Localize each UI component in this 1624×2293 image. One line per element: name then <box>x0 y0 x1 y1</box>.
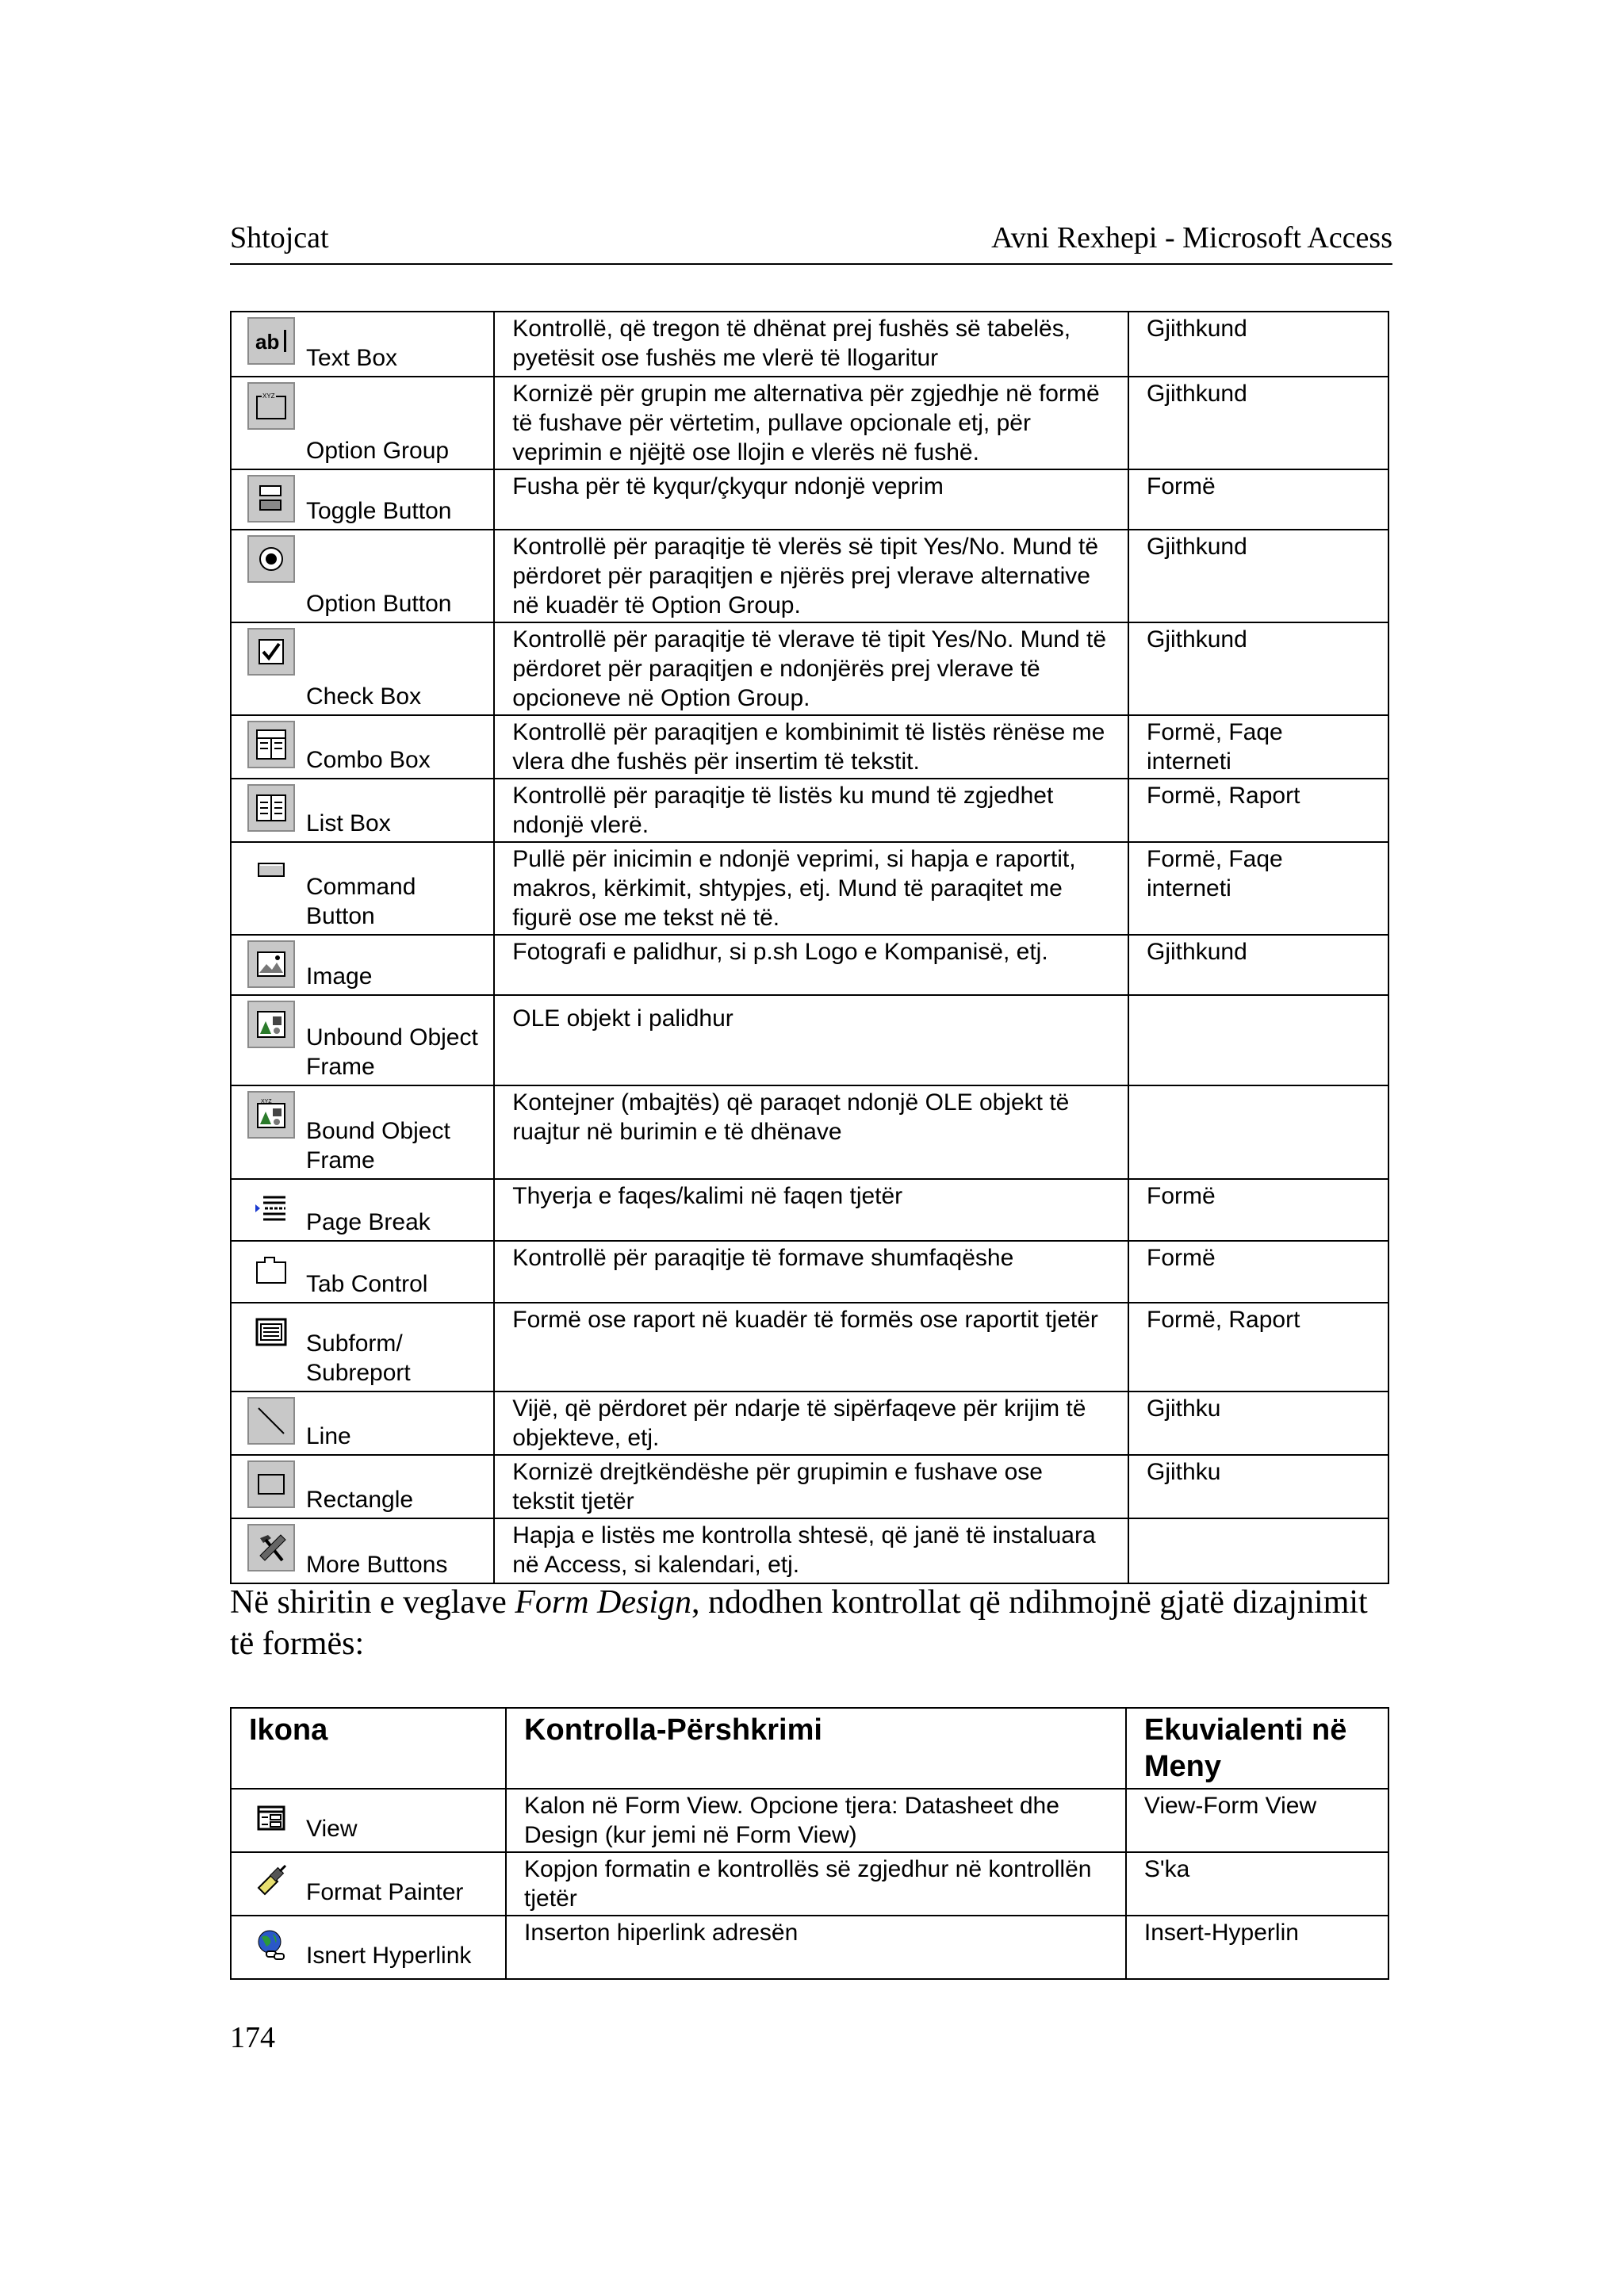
form-design-table <box>230 1707 1389 1980</box>
control-label: Bound Object Frame <box>306 1118 450 1173</box>
control-availability: Formë, Faqe interneti <box>1128 842 1388 935</box>
table-header-row <box>231 1708 1388 1789</box>
control-description: Kontrollë për paraqitje të vlerave të tipit Yes/No. Mund të përdoret për paraqitjen e ndonjërës prej vlerave të opcioneve në Option Group. <box>494 622 1128 715</box>
control-availability <box>1128 995 1388 1085</box>
control-description: Vijë, që përdoret për ndarje të sipërfaqeve për krijim të objekteve, etj. <box>494 1391 1128 1455</box>
combo-box-icon <box>247 721 295 768</box>
control-availability <box>1128 1085 1388 1179</box>
control-availability: Formë <box>1128 1241 1388 1303</box>
control-description: Fusha për të kyqur/çkyqur ndonjë veprim <box>494 469 1128 530</box>
control-label: Check Box <box>306 683 422 710</box>
control-description: Formë ose raport në kuadër të formës ose raportit tjetër <box>494 1303 1128 1391</box>
control-label: Toggle Button <box>306 498 452 524</box>
command-button-icon <box>247 848 295 895</box>
image-icon <box>247 940 295 988</box>
toggle-button-icon <box>247 475 295 523</box>
control-availability: Gjithkund <box>1128 312 1388 377</box>
control-label: Rectangle <box>306 1487 414 1513</box>
table-row <box>231 842 1388 935</box>
control-label: List Box <box>306 810 391 836</box>
control-description: Kopjon formatin e kontrollës së zgjedhur në kontrollën tjetër <box>506 1852 1126 1916</box>
table-row <box>231 715 1388 779</box>
control-label: Isnert Hyperlink <box>306 1943 472 1969</box>
control-availability: Gjithkund <box>1128 935 1388 995</box>
control-label: Format Painter <box>306 1879 464 1905</box>
control-label: Image <box>306 963 373 990</box>
table-row <box>231 1916 1388 1979</box>
control-description: Kontrollë, që tregon të dhënat prej fushës së tabelës, pyetësit ose fushës me vlerë të llogaritur <box>494 312 1128 377</box>
intro-paragraph: Në shiritin e veglave Form Design, ndodhen kontrollat që ndihmojnë gjatë dizajnimit të formës: <box>230 1584 1368 1662</box>
control-availability: Formë <box>1128 469 1388 530</box>
control-description: Kalon në Form View. Opcione tjera: Datasheet dhe Design (kur jemi në Form View) <box>506 1789 1126 1852</box>
svg-text:XYZ: XYZ <box>262 392 275 400</box>
control-description: Inserton hiperlink adresën <box>506 1916 1126 1979</box>
table-row <box>231 1085 1388 1179</box>
control-label: View <box>306 1816 358 1842</box>
control-description: Kornizë drejtkëndëshe për grupimin e fushave ose tekstit tjetër <box>494 1455 1128 1518</box>
page-number: 174 <box>230 2021 275 2054</box>
column-header-icon: Ikona <box>231 1708 506 1789</box>
control-label: Option Group <box>306 438 450 464</box>
menu-equivalent: View-Form View <box>1126 1789 1388 1852</box>
more-buttons-icon <box>247 1524 295 1571</box>
control-label: Option Button <box>306 591 452 617</box>
control-label: Command Button <box>306 874 416 929</box>
control-description: Kontrollë për paraqitjen e kombinimit të listës rënëse me vlera dhe fushës për insertim të tekstit. <box>494 715 1128 779</box>
control-availability: Gjithku <box>1128 1455 1388 1518</box>
form-view-icon <box>247 1794 295 1842</box>
check-box-icon <box>247 628 295 676</box>
svg-text:XYZ: XYZ <box>261 1099 272 1104</box>
option-button-icon <box>247 535 295 583</box>
control-label: Combo Box <box>306 747 431 773</box>
list-box-icon <box>247 784 295 832</box>
header-left: Shtojcat <box>230 221 329 255</box>
table-row <box>231 622 1388 715</box>
control-description: Kontrollë për paraqitje të formave shumfaqëshe <box>494 1241 1128 1303</box>
control-description: Kornizë për grupin me alternativa për zgjedhje në formë të fushave për vërtetim, pullave opcionale etj, për veprimin e njëjtë ose llojin e vlerës në fushë. <box>494 377 1128 469</box>
format-painter-icon <box>247 1858 295 1905</box>
option-group-icon <box>247 382 295 430</box>
control-availability: Gjithkund <box>1128 377 1388 469</box>
control-availability: Gjithkund <box>1128 622 1388 715</box>
table-row <box>231 995 1388 1085</box>
header-right: Avni Rexhepi - Microsoft Access <box>991 221 1392 255</box>
control-availability: Formë, Raport <box>1128 1303 1388 1391</box>
control-description: Fotografi e palidhur, si p.sh Logo e Kompanisë, etj. <box>494 935 1128 995</box>
subform-icon <box>247 1308 295 1356</box>
toolbar-name: Form Design <box>515 1584 692 1621</box>
control-availability: Gjithku <box>1128 1391 1388 1455</box>
control-label: Text Box <box>306 345 398 371</box>
control-description: Pullë për inicimin e ndonjë veprimi, si hapja e raportit, makros, kërkimit, shtypjes, etj. Mund të paraqitet me figurë ose me tekst në të. <box>494 842 1128 935</box>
unbound-object-frame-icon <box>247 1001 295 1048</box>
control-description: Kontejner (mbajtës) që paraqet ndonjë OLE objekt të ruajtur në burimin e të dhënave <box>494 1085 1128 1179</box>
table-row <box>231 1391 1388 1455</box>
rectangle-icon <box>247 1460 295 1508</box>
text-box-icon <box>247 317 295 365</box>
control-availability: Formë, Faqe interneti <box>1128 715 1388 779</box>
hyperlink-icon <box>247 1921 295 1969</box>
svg-text:ab: ab <box>255 330 280 354</box>
table-row <box>231 1303 1388 1391</box>
control-availability <box>1128 1518 1388 1583</box>
bound-object-frame-icon <box>247 1091 295 1139</box>
table-row <box>231 935 1388 995</box>
control-description: Hapja e listës me kontrolla shtesë, që janë të instaluara në Access, si kalendari, etj. <box>494 1518 1128 1583</box>
control-label: Page Break <box>306 1209 431 1235</box>
table-row <box>231 1852 1388 1916</box>
control-availability: Formë <box>1128 1179 1388 1241</box>
table-row <box>231 1789 1388 1852</box>
control-label: Tab Control <box>306 1271 428 1297</box>
table-row <box>231 377 1388 469</box>
table-row <box>231 469 1388 530</box>
tab-control-icon <box>247 1246 295 1294</box>
control-description: OLE objekt i palidhur <box>494 995 1128 1085</box>
control-availability: Formë, Raport <box>1128 779 1388 842</box>
menu-equivalent: Insert-Hyperlin <box>1126 1916 1388 1979</box>
table-row <box>231 1179 1388 1241</box>
control-label: More Buttons <box>306 1552 448 1578</box>
control-label: Subform/ Subreport <box>306 1330 411 1386</box>
control-availability: Gjithkund <box>1128 530 1388 622</box>
menu-equivalent: S'ka <box>1126 1852 1388 1916</box>
page-break-icon <box>247 1185 295 1232</box>
toolbox-controls-table <box>230 311 1389 1584</box>
table-row <box>231 530 1388 622</box>
column-header-description: Kontrolla-Përshkrimi <box>506 1708 1126 1789</box>
column-header-menu: Ekuvialenti në Meny <box>1126 1708 1388 1789</box>
table-row <box>231 1518 1388 1583</box>
control-description: Kontrollë për paraqitje të listës ku mund të zgjedhet ndonjë vlerë. <box>494 779 1128 842</box>
control-description: Thyerja e faqes/kalimi në faqen tjetër <box>494 1179 1128 1241</box>
page-header <box>230 220 1392 265</box>
table-row <box>231 1455 1388 1518</box>
control-label: Unbound Object Frame <box>306 1024 478 1080</box>
table-row <box>231 312 1388 377</box>
control-description: Kontrollë për paraqitje të vlerës së tipit Yes/No. Mund të përdoret për paraqitjen e njërës prej vlerave alternative në kuadër të Option Group. <box>494 530 1128 622</box>
table-row <box>231 1241 1388 1303</box>
table-row <box>231 779 1388 842</box>
line-icon <box>247 1397 295 1445</box>
control-label: Line <box>306 1423 351 1449</box>
